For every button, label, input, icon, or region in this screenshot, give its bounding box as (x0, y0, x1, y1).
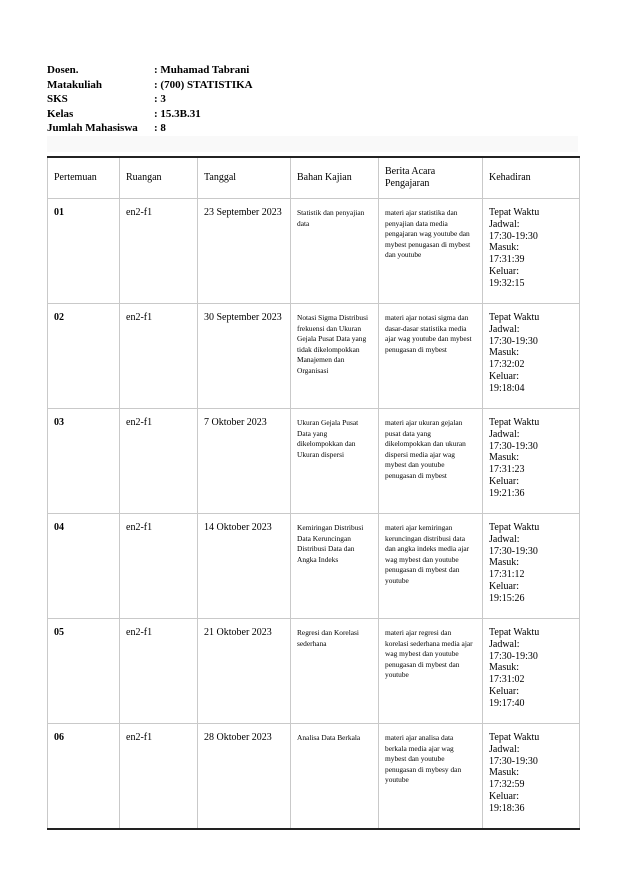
cell-pertemuan: 01 (48, 199, 120, 304)
kehadiran-keluar: 19:21:36 (489, 487, 525, 499)
cell-bahan-kajian: Kemiringan Distribusi Data Keruncingan Distribusi Data dan Angka Indeks (291, 514, 379, 619)
cell-pertemuan: 03 (48, 409, 120, 514)
table-row (48, 724, 580, 830)
kehadiran-keluar-label: Keluar: (489, 265, 519, 277)
kehadiran-keluar-label: Keluar: (489, 580, 519, 592)
col-header-berita-acara: Berita Acara Pengajaran (379, 157, 483, 199)
attendance-table (47, 156, 580, 830)
cell-ruangan: en2-f1 (120, 514, 198, 619)
kehadiran-status: Tepat Waktu (489, 522, 540, 533)
cell-kehadiran (483, 304, 580, 409)
kehadiran-jadwal-label: Jadwal: (489, 323, 520, 335)
kehadiran-masuk-label: Masuk: (489, 242, 519, 254)
kehadiran-jadwal: 17:30-19:30 (489, 230, 538, 242)
kehadiran-status: Tepat Waktu (489, 207, 540, 218)
kehadiran-masuk: 17:31:02 (489, 674, 525, 686)
cell-berita-acara: materi ajar notasi sigma dan dasar-dasar statistika media ajar wag youtube dan mybest penugasan di mybest (379, 304, 483, 409)
cell-tanggal: 28 Oktober 2023 (198, 724, 291, 830)
info-key: Kelas (47, 107, 74, 120)
kehadiran-jadwal: 17:30-19:30 (489, 650, 538, 662)
info-value: : 3 (154, 93, 166, 105)
cell-kehadiran (483, 199, 580, 304)
cell-pertemuan: 05 (48, 619, 120, 724)
cell-kehadiran (483, 619, 580, 724)
kehadiran-status: Tepat Waktu (489, 417, 540, 428)
kehadiran-masuk-label: Masuk: (489, 662, 519, 674)
cell-tanggal: 30 September 2023 (198, 304, 291, 409)
kehadiran-status: Tepat Waktu (489, 732, 540, 743)
col-header-pertemuan: Pertemuan (48, 157, 120, 199)
kehadiran-keluar-label: Keluar: (489, 370, 519, 382)
info-value: : (700) STATISTIKA (154, 78, 253, 91)
kehadiran-masuk-label: Masuk: (489, 452, 519, 464)
info-value: : Muhamad Tabrani (154, 64, 250, 76)
kehadiran-keluar: 19:17:40 (489, 697, 525, 709)
kehadiran-keluar: 19:15:26 (489, 592, 525, 604)
info-value: : 15.3B.31 (154, 107, 201, 120)
kehadiran-jadwal: 17:30-19:30 (489, 440, 538, 452)
col-header-kehadiran: Kehadiran (483, 157, 580, 199)
cell-bahan-kajian: Regresi dan Korelasi sederhana (291, 619, 379, 724)
info-row-jumlah-mahasiswa (47, 121, 253, 136)
cell-tanggal: 7 Oktober 2023 (198, 409, 291, 514)
cell-kehadiran (483, 514, 580, 619)
table-row (48, 409, 580, 514)
col-header-tanggal: Tanggal (198, 157, 291, 199)
kehadiran-masuk: 17:31:39 (489, 254, 525, 266)
cell-berita-acara: materi ajar regresi dan korelasi sederhana media ajar wag mybest dan youtube penugasan di mybest dan youtube (379, 619, 483, 724)
cell-berita-acara: materi ajar ukuran gejalan pusat data yang dikelompokkan dan ukuran dispersi media ajar wag mybest dan youtube penugasan di mybest (379, 409, 483, 514)
info-key: Dosen. (47, 64, 79, 76)
cell-bahan-kajian: Ukuran Gejala Pusat Data yang dikelompokkan dan Ukuran dispersi (291, 409, 379, 514)
kehadiran-masuk: 17:31:23 (489, 464, 525, 476)
kehadiran-jadwal-label: Jadwal: (489, 428, 520, 440)
cell-berita-acara: materi ajar analisa data berkala media ajar wag mybest dan youtube penugasan di mybesy dan youtube (379, 724, 483, 830)
cell-kehadiran (483, 724, 580, 830)
kehadiran-status: Tepat Waktu (489, 627, 540, 638)
cell-bahan-kajian: Analisa Data Berkala (291, 724, 379, 830)
col-header-ruangan: Ruangan (120, 157, 198, 199)
kehadiran-jadwal-label: Jadwal: (489, 743, 520, 755)
kehadiran-keluar-label: Keluar: (489, 790, 519, 802)
info-key: Jumlah Mahasiswa (47, 122, 138, 134)
cell-bahan-kajian: Notasi Sigma Distribusi frekuensi dan Ukuran Gejala Pusat Data yang tidak dikelompokkan Manajemen dan Organisasi (291, 304, 379, 409)
kehadiran-keluar: 19:32:15 (489, 277, 525, 289)
cell-pertemuan: 06 (48, 724, 120, 830)
cell-ruangan: en2-f1 (120, 304, 198, 409)
cell-pertemuan: 02 (48, 304, 120, 409)
cell-berita-acara: materi ajar kemiringan keruncingan distribusi data dan angka indeks media ajar wag mybest dan youtube penugasan di mybest dan youtube (379, 514, 483, 619)
kehadiran-jadwal: 17:30-19:30 (489, 755, 538, 767)
kehadiran-keluar: 19:18:36 (489, 802, 525, 814)
kehadiran-status: Tepat Waktu (489, 312, 540, 323)
kehadiran-masuk: 17:32:02 (489, 359, 525, 371)
table-row (48, 619, 580, 724)
kehadiran-jadwal-label: Jadwal: (489, 218, 520, 230)
info-row-kelas (47, 107, 253, 122)
cell-pertemuan: 04 (48, 514, 120, 619)
table-row (48, 199, 580, 304)
kehadiran-masuk-label: Masuk: (489, 557, 519, 569)
kehadiran-masuk-label: Masuk: (489, 767, 519, 779)
kehadiran-jadwal: 17:30-19:30 (489, 335, 538, 347)
kehadiran-masuk: 17:32:59 (489, 779, 525, 791)
cell-tanggal: 23 September 2023 (198, 199, 291, 304)
cell-ruangan: en2-f1 (120, 619, 198, 724)
cell-bahan-kajian: Statistik dan penyajian data (291, 199, 379, 304)
cell-kehadiran (483, 409, 580, 514)
kehadiran-masuk-label: Masuk: (489, 347, 519, 359)
cell-ruangan: en2-f1 (120, 724, 198, 830)
cell-ruangan: en2-f1 (120, 199, 198, 304)
info-key: Matakuliah (47, 78, 103, 91)
info-row-dosen (47, 63, 253, 78)
info-value: : 8 (154, 122, 166, 134)
kehadiran-keluar-label: Keluar: (489, 685, 519, 697)
table-row (48, 514, 580, 619)
separator-band (47, 136, 578, 152)
course-info (47, 63, 253, 136)
cell-tanggal: 14 Oktober 2023 (198, 514, 291, 619)
kehadiran-masuk: 17:31:12 (489, 569, 525, 581)
cell-ruangan: en2-f1 (120, 409, 198, 514)
kehadiran-keluar-label: Keluar: (489, 475, 519, 487)
table-header-row (48, 157, 580, 199)
kehadiran-jadwal-label: Jadwal: (489, 533, 520, 545)
kehadiran-jadwal-label: Jadwal: (489, 638, 520, 650)
kehadiran-keluar: 19:18:04 (489, 382, 525, 394)
col-header-bahan-kajian: Bahan Kajian (291, 157, 379, 199)
info-key: SKS (47, 93, 68, 105)
info-row-matakuliah (47, 78, 253, 93)
cell-tanggal: 21 Oktober 2023 (198, 619, 291, 724)
cell-berita-acara: materi ajar statistika dan penyajian data media pengajaran wag youtube dan mybest penugasan di mybest dan youtube (379, 199, 483, 304)
kehadiran-jadwal: 17:30-19:30 (489, 545, 538, 557)
info-row-sks (47, 92, 253, 107)
table-row (48, 304, 580, 409)
